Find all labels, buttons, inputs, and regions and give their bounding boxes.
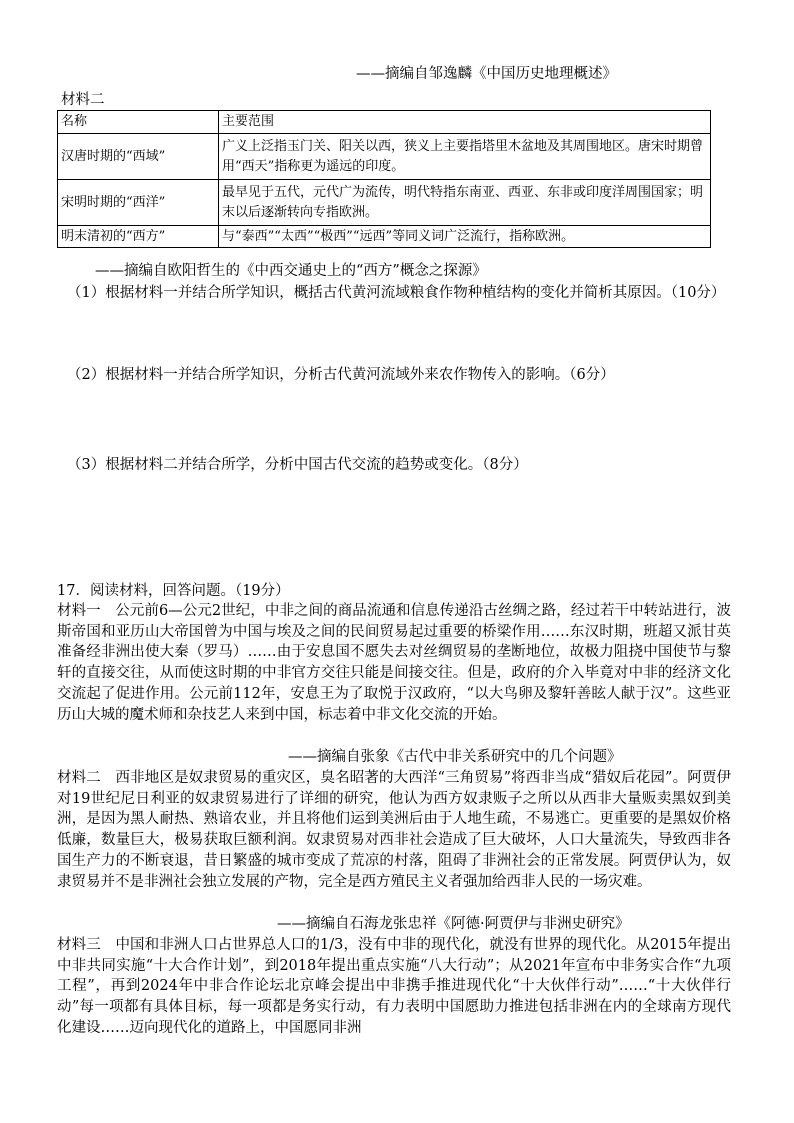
material-2-text: 材料二 西非地区是奴隶贸易的重灾区，臭名昭著的大西洋“三角贸易”将西非当成“猎奴后花园”。阿贾伊对19世纪尼日利亚的奴隶贸易进行了详细的研究，他认为西方奴隶贩子之所以从西非大量贩卖黑奴到美洲，是因为黑人耐热、熟谙农业，并且将他们运到美洲后由于人地生疏，不易逃亡。更重要的是黑奴价格低廉，数量巨大，极易获取巨额利润。奴隶贸易对西非社会造成了巨大破坏，人口大量流失，导致西非各国生产力的不断衰退，昔日繁盛的城市变成了荒凉的村落，阻碍了非洲社会的正常发展。阿贾伊认为，奴隶贸易并不是非洲社会独立发展的产物，完全是西方殖民主义者强加给西非人民的一场灾难。 bbox=[57, 770, 731, 890]
table-cell-scope: 与“泰西”“太西”“极西”“远西”等同义词广泛流行，指称欧洲。 bbox=[219, 226, 711, 248]
table-row bbox=[58, 134, 711, 180]
table-cell-name: 明末清初的“西方” bbox=[58, 226, 219, 248]
source-citation: ——摘编自欧阳哲生的《中西交通史上的“西方”概念之探源》 bbox=[95, 263, 487, 279]
table-cell-scope: 广义上泛指玉门关、阳关以西，狭义上主要指塔里木盆地及其周围地区。唐宋时期曾用“西天”指称更为遥远的印度。 bbox=[219, 134, 711, 180]
table-header-row bbox=[58, 111, 711, 134]
table-row bbox=[58, 180, 711, 226]
table-cell-scope: 最早见于五代，元代广为流传，明代特指东南亚、西亚、东非或印度洋周围国家；明末以后逐渐转向专指欧洲。 bbox=[219, 180, 711, 226]
question-2: （2）根据材料一并结合所学知识，分析古代黄河流域外来农作物传入的影响。（6分） bbox=[67, 367, 615, 383]
table-cell-name: 汉唐时期的“西域” bbox=[58, 134, 219, 180]
table-header-cell: 主要范围 bbox=[219, 111, 711, 134]
source-citation: ——摘编自邹逸麟《中国历史地理概述》 bbox=[356, 66, 617, 82]
region-table bbox=[57, 110, 711, 248]
question-1: （1）根据材料一并结合所学知识，概括古代黄河流域粮食作物种植结构的变化并简析其原因。（10分） bbox=[67, 285, 726, 301]
question-3: （3）根据材料二并结合所学，分析中国古代交流的趋势或变化。（8分） bbox=[67, 457, 528, 473]
table-row bbox=[58, 226, 711, 248]
source-citation: ——摘编自石海龙张忠祥《阿德·阿贾伊与非洲史研究》 bbox=[277, 916, 630, 932]
table-cell-name: 宋明时期的“西洋” bbox=[58, 180, 219, 226]
material-3-text: 材料三 中国和非洲人口占世界总人口的1/3，没有中非的现代化，就没有世界的现代化。从2015年提出中非共同实施“十大合作计划”，到2018年提出重点实施“八大行动”；从2021年宣布中非务实合作“九项工程”，再到2024年中非合作论坛北京峰会提出中非携手推进现代化“十大伙伴行动”……“十大伙伴行动”每一项都有具体目标，每一项都是务实行动，有力表明中国愿助力推进包括非洲在内的全球南方现代化建设……迈向现代化的道路上，中国愿同非洲 bbox=[57, 937, 731, 1036]
question-17-heading: 17．阅读材料，回答问题。（19分） bbox=[57, 583, 290, 599]
table-header-cell: 名称 bbox=[58, 111, 219, 134]
material-label: 材料二 bbox=[61, 92, 105, 108]
source-citation: ——摘编自张象《古代中非关系研究中的几个问题》 bbox=[288, 749, 622, 765]
material-1-text: 材料一 公元前6—公元2世纪，中非之间的商品流通和信息传递沿古丝绸之路，经过若干中转站进行，波斯帝国和亚历山大帝国曾为中国与埃及之间的民间贸易起过重要的桥梁作用……东汉时期，班超又派甘英准备经非洲出使大秦（罗马）……由于安息国不愿失去对丝绸贸易的垄断地位，故极力阻挠中国使节与黎轩的直接交往，从而使这时期的中非官方交往只能是间接交往。但是，政府的介入毕竟对中非的经济文化交流起了促进作用。公元前112年，安息王为了取悦于汉政府，“以大鸟卵及黎轩善眩人献于汉”。这些亚历山大城的魔术师和杂技艺人来到中国，标志着中非文化交流的开始。 bbox=[57, 603, 731, 723]
